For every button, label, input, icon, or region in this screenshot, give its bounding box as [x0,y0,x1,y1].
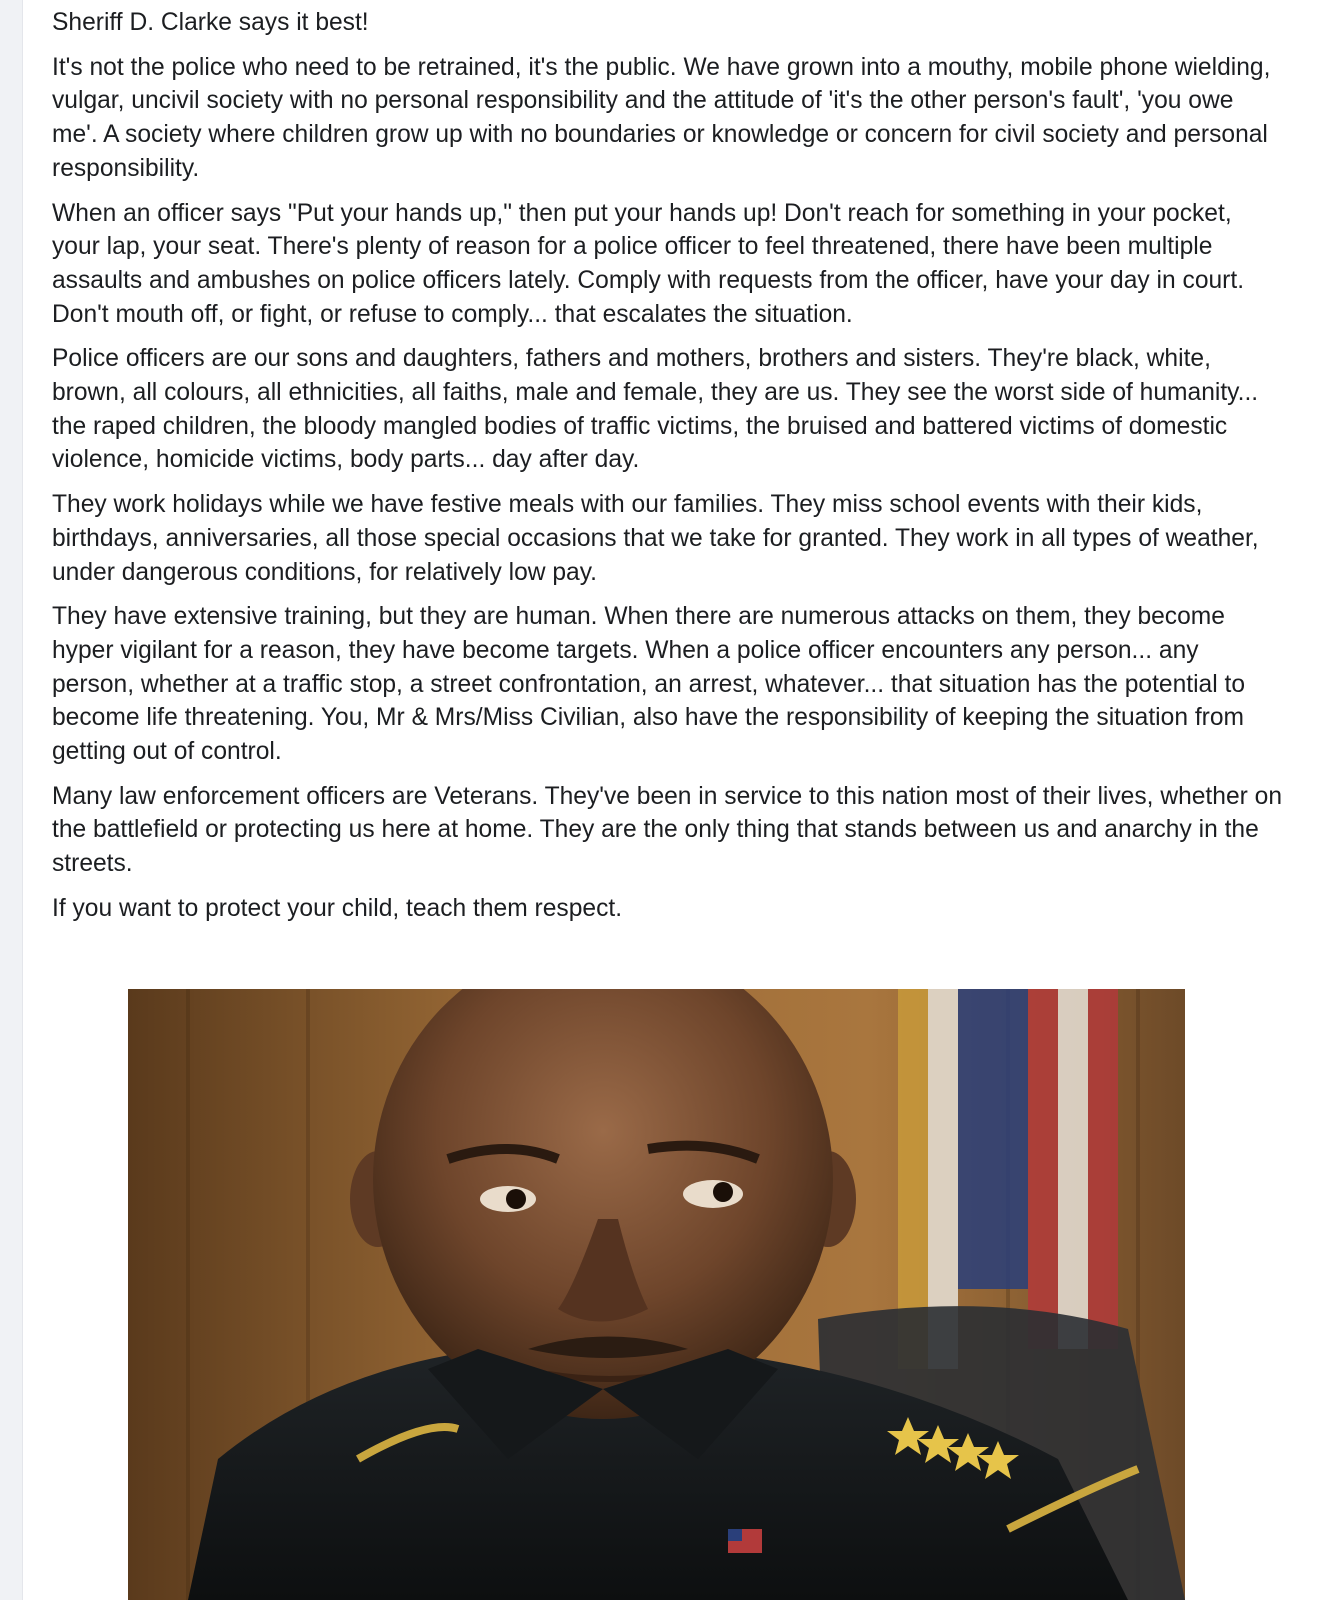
post-paragraph: Police officers are our sons and daughters, fathers and mothers, brothers and sisters. They're black, white, brown, all colours, all ethnicities, all faiths, male and female, they are us. They see the worst side of humanity... the raped children, the bloody mangled bodies of traffic victims, the bruised and battered victims of domestic violence, homicide victims, body parts... day after day. [52,345,1259,474]
post-text [52,6,1282,926]
post-paragraph: They work holidays while we have festive meals with our families. They miss school events with their kids, birthdays, anniversaries, all those special occasions that we take for granted. They work in all types of weather, under dangerous conditions, for relatively low pay. [52,491,1259,586]
post-paragraph: It's not the police who need to be retrained, it's the public. We have grown into a mouthy, mobile phone wielding, vulgar, uncivil society with no personal responsibility and the attitude of 'it's the other person's fault', 'you owe me'. A society where children grow up with no boundaries or knowledge or concern for civil society and personal responsibility. [52,53,1271,182]
post-paragraph: They have extensive training, but they are human. When there are numerous attacks on them, they become hyper vigilant for a reason, they have become targets. When a police officer encounters any person... any person, whether at a traffic stop, a street confrontation, an arrest, whatever... that situation has the potential to become life threatening. You, Mr & Mrs/Miss Civilian, also have the responsibility of keeping the situation from getting out of control. [52,603,1246,766]
post-photo[interactable] [128,989,1185,1600]
sheriff-portrait-image [128,989,1185,1600]
left-gutter [0,0,23,1600]
post-heading: Sheriff D. Clarke says it best! [52,9,369,36]
post-paragraph: If you want to protect your child, teach them respect. [52,894,623,922]
post-paragraph: When an officer says "Put your hands up," then put your hands up! Don't reach for something in your pocket, your lap, your seat. There's plenty of reason for a police officer to feel threatened, there have been multiple assaults and ambushes on police officers lately. Comply with requests from the officer, have your day in court. Don't mouth off, or fight, or refuse to comply... that escalates the situation. [52,199,1245,328]
facebook-post [52,6,1282,937]
post-paragraph: Many law enforcement officers are Veterans. They've been in service to this nation most of their lives, whether on the battlefield or protecting us here at home. They are the only thing that stands between us and anarchy in the streets. [52,782,1282,878]
